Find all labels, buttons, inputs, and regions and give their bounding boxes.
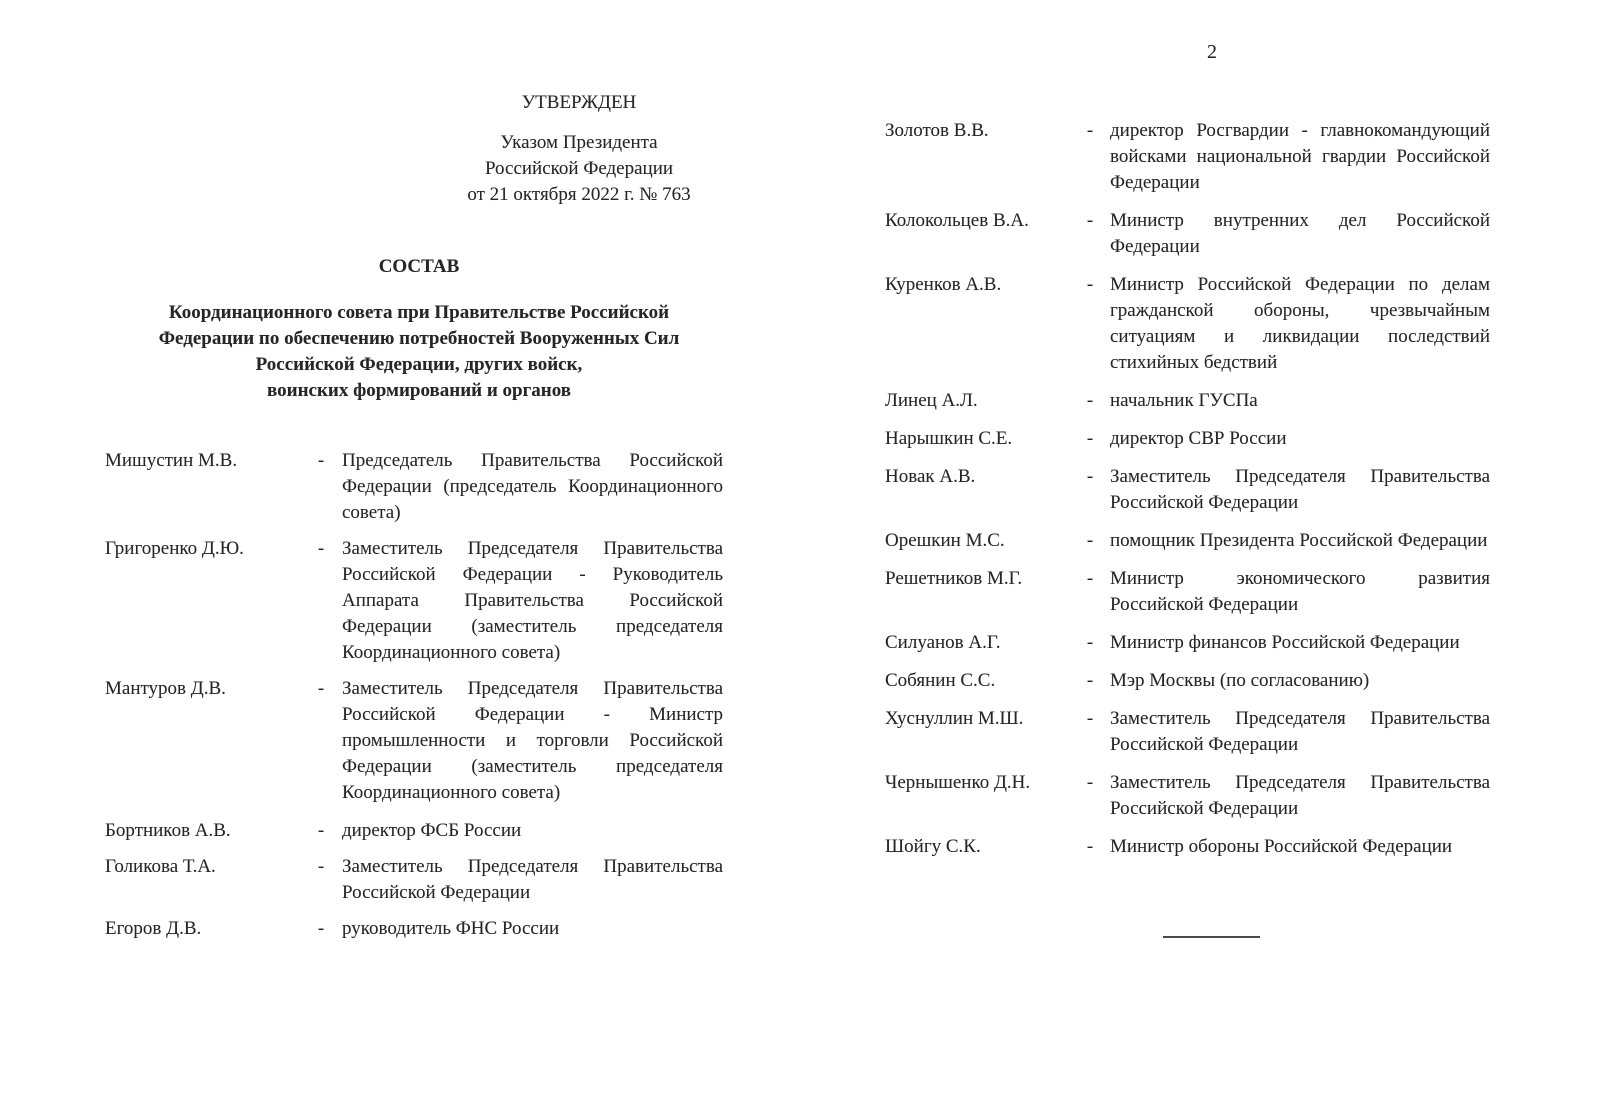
member-dash: - xyxy=(1086,670,1094,691)
member-role: Заместитель Председателя Правительства Российской Федерации xyxy=(1110,466,1490,513)
member-role: Заместитель Председателя Правительства Российской Федерации xyxy=(342,856,723,903)
member-name: Куренков А.В. xyxy=(885,274,1002,295)
member-role: директор СВР России xyxy=(1110,428,1287,449)
member-dash: - xyxy=(1086,120,1094,141)
member-row xyxy=(885,208,1490,260)
member-name: Собянин С.С. xyxy=(885,670,996,691)
member-dash: - xyxy=(1086,708,1094,729)
member-name: Нарышкин С.Е. xyxy=(885,428,1013,449)
member-name: Золотов В.В. xyxy=(885,120,989,141)
member-dash: - xyxy=(317,918,325,939)
member-name: Бортников А.В. xyxy=(105,820,231,841)
member-dash: - xyxy=(317,856,325,877)
member-row xyxy=(885,118,1490,196)
member-role: Заместитель Председателя Правительства Российской Федерации xyxy=(1110,772,1490,819)
document-title-block xyxy=(103,254,735,404)
member-row xyxy=(885,272,1490,376)
member-dash: - xyxy=(1086,428,1094,449)
member-role: Заместитель Председателя Правительства Российской Федерации - Министр промышленности и торговли Российской Федерации (заместитель председателя Координационного совета) xyxy=(342,678,723,803)
approval-stamp-line: от 21 октября 2022 г. № 763 xyxy=(467,184,691,205)
member-role: Председатель Правительства Российской Федерации (председатель Координационного совета) xyxy=(342,450,723,523)
member-dash: - xyxy=(317,820,325,841)
member-row xyxy=(885,834,1490,860)
member-row xyxy=(885,566,1490,618)
member-row xyxy=(885,706,1490,758)
member-list-page1 xyxy=(105,448,723,952)
member-role: Министр Российской Федерации по делам гражданской обороны, чрезвычайным ситуациям и ликвидации последствий стихийных бедствий xyxy=(1110,274,1490,373)
member-name: Чернышенко Д.Н. xyxy=(885,772,1031,793)
member-row xyxy=(105,536,723,666)
member-role: руководитель ФНС России xyxy=(342,918,560,939)
member-name: Силуанов А.Г. xyxy=(885,632,1001,653)
member-dash: - xyxy=(317,450,325,471)
member-role: Министр финансов Российской Федерации xyxy=(1110,632,1460,653)
member-role: Министр обороны Российской Федерации xyxy=(1110,836,1453,857)
member-role: Заместитель Председателя Правительства Российской Федерации xyxy=(1110,708,1490,755)
member-dash: - xyxy=(1086,210,1094,231)
member-role: Министр внутренних дел Российской Федерации xyxy=(1110,210,1490,257)
document-subtitle-line: Российской Федерации, других войск, xyxy=(255,354,583,375)
member-role: директор ФСБ России xyxy=(342,820,522,841)
member-row xyxy=(885,426,1490,452)
page-number: 2 xyxy=(1207,41,1217,63)
member-dash: - xyxy=(1086,772,1094,793)
member-name: Мантуров Д.В. xyxy=(105,678,226,699)
approval-stamp xyxy=(438,90,720,208)
approval-stamp-line: Российской Федерации xyxy=(484,158,674,179)
member-name: Линец А.Л. xyxy=(885,390,978,411)
member-name: Григоренко Д.Ю. xyxy=(105,538,244,559)
member-dash: - xyxy=(1086,466,1094,487)
member-role: директор Росгвардии - главнокомандующий войсками национальной гвардии Российской Федерации xyxy=(1110,120,1490,193)
member-name: Хуснуллин М.Ш. xyxy=(885,708,1024,729)
member-role: Министр экономического развития Российской Федерации xyxy=(1110,568,1490,615)
member-name: Шойгу С.К. xyxy=(885,836,981,857)
document-subtitle-line: воинских формирований и органов xyxy=(267,380,571,401)
document-title: СОСТАВ xyxy=(378,256,460,277)
member-dash: - xyxy=(317,678,325,699)
member-name: Решетников М.Г. xyxy=(885,568,1023,589)
member-row xyxy=(105,676,723,806)
member-name: Колокольцев В.А. xyxy=(885,210,1029,231)
member-name: Новак А.В. xyxy=(885,466,976,487)
member-role: начальник ГУСПа xyxy=(1110,390,1258,411)
member-row xyxy=(885,528,1490,554)
member-row xyxy=(105,916,723,942)
member-row xyxy=(885,630,1490,656)
member-dash: - xyxy=(1086,836,1094,857)
member-dash: - xyxy=(1086,568,1094,589)
member-row xyxy=(885,464,1490,516)
member-name: Егоров Д.В. xyxy=(105,918,202,939)
member-role: помощник Президента Российской Федерации xyxy=(1110,530,1488,551)
document-subtitle-line: Координационного совета при Правительстве Российской xyxy=(168,302,670,323)
member-name: Орешкин М.С. xyxy=(885,530,1005,551)
member-row xyxy=(885,770,1490,822)
document-subtitle-line: Федерации по обеспечению потребностей Вооруженных Сил xyxy=(158,328,680,349)
member-name: Голикова Т.А. xyxy=(105,856,216,877)
member-name: Мишустин М.В. xyxy=(105,450,238,471)
approval-stamp-title: УТВЕРЖДЕН xyxy=(521,92,637,113)
member-dash: - xyxy=(317,538,325,559)
member-list-page2 xyxy=(885,118,1490,872)
approval-stamp-line: Указом Президента xyxy=(500,132,658,153)
member-row xyxy=(885,668,1490,694)
member-dash: - xyxy=(1086,274,1094,295)
member-dash: - xyxy=(1086,530,1094,551)
member-dash: - xyxy=(1086,632,1094,653)
end-of-document-divider xyxy=(1163,936,1260,938)
member-row xyxy=(885,388,1490,414)
member-row xyxy=(105,854,723,906)
member-role: Заместитель Председателя Правительства Российской Федерации - Руководитель Аппарата Правительства Российской Федерации (заместитель председателя Координационного совета) xyxy=(342,538,723,663)
member-row xyxy=(105,448,723,526)
member-role: Мэр Москвы (по согласованию) xyxy=(1110,670,1370,691)
member-row xyxy=(105,818,723,844)
member-dash: - xyxy=(1086,390,1094,411)
